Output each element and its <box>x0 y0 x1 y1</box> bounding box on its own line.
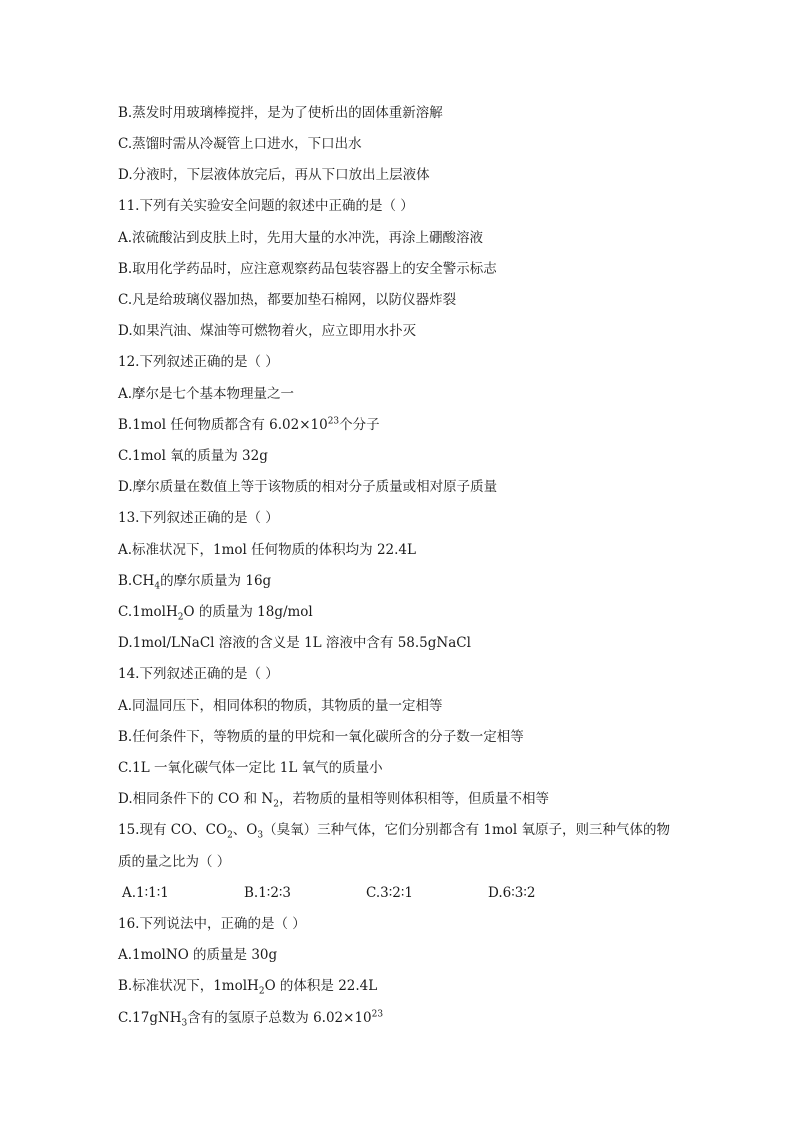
text-line: C.1mol 氧的质量为 32g <box>118 448 268 464</box>
text-line: A.1molNO 的质量是 30g <box>118 947 278 963</box>
question-12-stem: 12.下列叙述正确的是（ ） <box>118 354 279 370</box>
question-16-stem: 16.下列说法中，正确的是（ ） <box>118 916 306 932</box>
text-line: B.任何条件下，等物质的量的甲烷和一氧化碳所含的分子数一定相等 <box>118 729 524 745</box>
question-14-stem: 14.下列叙述正确的是（ ） <box>118 666 279 682</box>
question-15-stem: 15.现有 CO、$CO_2$、$O_3$（臭氧）三种气体，它们分别都含有 1mol 氧原子，则三种气体的物 <box>118 822 671 841</box>
option-c: C.3∶2∶1 <box>366 885 413 901</box>
text-line: $B.CH_4$的摩尔质量为 16g <box>118 573 272 592</box>
text-line: D.相同条件下的 CO 和 $N_2$，若物质的量相等则体积相等，但质量不相等 <box>118 791 549 810</box>
text-line: A.同温同压下，相同体积的物质，其物质的量一定相等 <box>118 698 443 714</box>
text-line: C.凡是给玻璃仪器加热，都要加垫石棉网，以防仪器炸裂 <box>118 292 457 308</box>
text-line: B.蒸发时用玻璃棒搅拌，是为了使析出的固体重新溶解 <box>118 105 443 121</box>
text-line: C.1L 一氧化碳气体一定比 1L 氧气的质量小 <box>118 760 383 776</box>
text-line: A.摩尔是七个基本物理量之一 <box>118 386 295 402</box>
text-line: 质的量之比为（ ） <box>118 854 231 870</box>
text-line: B.1mol 任何物质都含有 $6.02\times 10^{23}$个分子 <box>118 416 380 433</box>
option-d: D.6∶3∶2 <box>488 885 536 901</box>
option-b: B.1∶2∶3 <box>244 885 292 901</box>
text-line: D.1mol/LNaCl 溶液的含义是 1L 溶液中含有 58.5gNaCl <box>118 635 471 651</box>
question-11-stem: 11.下列有关实验安全问题的叙述中正确的是（ ） <box>118 198 414 214</box>
text-line: B.标准状况下，1molH$_2$O 的体积是 22.4L <box>118 978 378 997</box>
text-line: C.17gNH$_3$含有的氢原子总数为 $6.02\times 10^{23}$ <box>118 1009 384 1029</box>
text-line: B.取用化学药品时，应注意观察药品包装容器上的安全警示标志 <box>118 261 497 277</box>
question-13-stem: 13.下列叙述正确的是（ ） <box>118 510 279 526</box>
option-a: A.1∶1∶1 <box>122 885 169 901</box>
text-line: A.标准状况下，1mol 任何物质的体积均为 22.4L <box>118 542 416 558</box>
text-line: D.如果汽油、煤油等可燃物着火，应立即用水扑灭 <box>118 323 417 339</box>
text-line: C.1molH$_2$O 的质量为 18g/mol <box>118 604 313 623</box>
text-line: D.摩尔质量在数值上等于该物质的相对分子质量或相对原子质量 <box>118 479 498 495</box>
question-15-options <box>122 884 610 902</box>
text-line: D.分液时，下层液体放完后，再从下口放出上层液体 <box>118 167 430 183</box>
text-line: A.浓硫酸沾到皮肤上时，先用大量的水冲洗，再涂上硼酸溶液 <box>118 230 484 246</box>
text-line: C.蒸馏时需从冷凝管上口进水，下口出水 <box>118 136 362 152</box>
